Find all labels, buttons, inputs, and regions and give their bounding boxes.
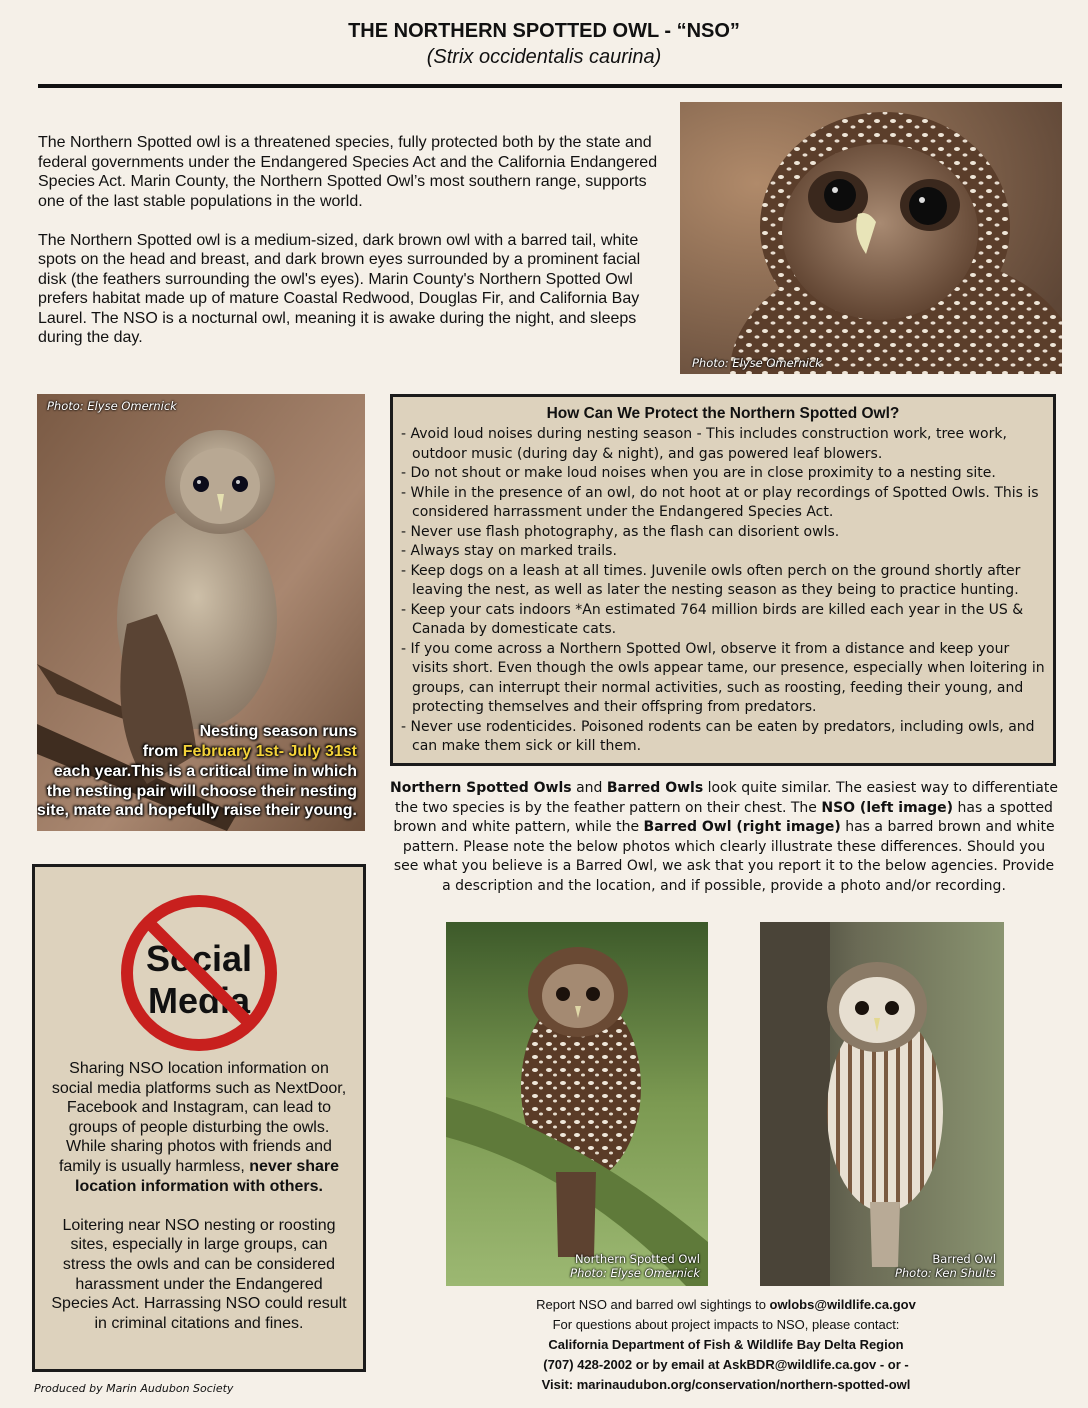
list-item: - Avoid loud noises during nesting season - This includes construction work, tree work, outdoor music (during day & night), and gas powered leaf blowers. [401, 426, 1007, 462]
bold-term: NSO (left image) [821, 799, 954, 816]
no-social-media-icon [115, 893, 283, 1053]
report-email-link[interactable]: owlobs@wildlife.ca.gov [769, 1297, 916, 1312]
bold-term: Barred Owls [606, 780, 704, 796]
bold-term: never share location information with others. [75, 1157, 340, 1195]
list-item: - While in the presence of an owl, do not hoot at or play recordings of Spotted Owls. This is considered harrassment under the Endangered Species Act. [401, 484, 1039, 520]
report-line: California Department of Fish & Wildlife Bay Delta Region [548, 1337, 904, 1352]
barred-owl-photo [760, 922, 1004, 1286]
barred-owl-illustration [760, 922, 1004, 1286]
adult-owl-photo [680, 102, 1062, 374]
social-media-text [47, 1059, 351, 1353]
page-title: THE NORTHERN SPOTTED OWL - “NSO” [348, 20, 740, 42]
report-line: (707) 428-2002 or by email at AskBDR@wildlife.ca.gov - or - [543, 1357, 909, 1372]
protect-heading: How Can We Protect the Northern Spotted Owl? [546, 405, 900, 422]
list-item: - Do not shout or make loud noises when you are in close proximity to a nesting site. [401, 465, 996, 481]
text-run: has a barred brown and white pattern. Please note the below photos which clearly illustrate these differences. Should you see what you believe is a Barred Owl, we ask that you report it to the below agencies. Provide a description and the location, and if possible, provide a photo and/or recording. [393, 819, 1055, 894]
nso-photo [446, 922, 708, 1286]
owl-illustration [680, 102, 1062, 374]
nesting-rest: each year.This is a critical time in which the nesting pair will choose their nesting site, mate and hopefully raise their young. [37, 762, 357, 820]
page-subtitle: (Strix occidentalis caurina) [426, 46, 662, 68]
photo-caption [570, 1252, 700, 1280]
intro-paragraph: The Northern Spotted owl is a medium-sized, dark brown owl with a barred tail, white spots on the head and breast, and dark brown eyes surrounded by a prominent facial disk (the feathers surrounding the owl's eyes). Marin County's Northern Spotted Owl prefers habitat made up of mature Coastal Redwood, Douglas Fir, and California Bay Laurel. The NSO is a nocturnal owl, meaning it is awake during the night, and sleeps during the day. [38, 231, 641, 346]
juvenile-owl-photo [37, 394, 365, 831]
report-contact-info [446, 1295, 1006, 1395]
list-item: - If you come across a Northern Spotted Owl, observe it from a distance and keep your visits short. Even though the owls appear tame, our presence, especially when loitering in groups, can interrupt their normal activities, such as roosting, feeding their young, and protecting themselves and their offspring from predators. [401, 640, 1045, 715]
list-item: - Never use rodenticides. Poisoned rodents can be eaten by predators, including owls, and can make them sick or kill them. [401, 718, 1035, 754]
intro-paragraph: The Northern Spotted owl is a threatened species, fully protected both by the state and federal governments under the Endangered Species Act and the California Endangered Species Act. Marin County, the Northern Spotted Owl’s most southern range, supports one of the last stable populations in the world. [38, 134, 658, 210]
text-run: Report NSO and barred owl sightings to [536, 1297, 770, 1312]
report-line [446, 1295, 1006, 1315]
nesting-season-text [37, 722, 357, 821]
photo-label: Barred Owl [932, 1252, 996, 1266]
photo-label: Northern Spotted Owl [574, 1252, 700, 1266]
text-run: has a spotted brown and white pattern, while the [393, 799, 1053, 835]
report-website-link[interactable]: Visit: marinaudubon.org/conservation/northern-spotted-owl [541, 1377, 911, 1392]
logo-text: Media [147, 980, 251, 1021]
photo-caption [895, 1252, 996, 1280]
photo-credit: Photo: Elyse Omernick [692, 356, 822, 370]
nso-illustration [446, 922, 708, 1286]
header-divider [38, 84, 1062, 88]
list-item: - Keep dogs on a leash at all times. Juvenile owls often perch on the ground shortly after leaving the nest, as well as later the nesting season as they being to practice hunting. [401, 562, 1021, 598]
text-run: and [571, 780, 607, 796]
intro-text [38, 133, 668, 367]
social-paragraph [47, 1059, 351, 1196]
nesting-dates: February 1st- July 31st [182, 743, 357, 761]
produced-by: Produced by Marin Audubon Society [34, 1382, 234, 1395]
social-paragraph: Loitering near NSO nesting or roosting sites, especially in large groups, can stress the owls and can be considered harassment under the Endangered Species Act. Harrassing NSO could result in criminal citations and fines. [51, 1216, 347, 1332]
report-line: For questions about project impacts to NSO, please contact: [552, 1317, 900, 1332]
social-media-box [32, 864, 366, 1372]
list-item: - Never use flash photography, as the flash can disorient owls. [401, 523, 840, 540]
list-item: - Always stay on marked trails. [401, 543, 617, 559]
photo-credit: Photo: Elyse Omernick [47, 399, 177, 413]
list-item: - Keep your cats indoors *An estimated 764 million birds are killed each year in the US & Canada by domesticate cats. [401, 601, 1024, 637]
logo-text: Social [145, 938, 253, 979]
protect-tips-box [390, 394, 1056, 766]
text-run: Sharing NSO location information on social media platforms such as NextDoor, Facebook and Instagram, can lead to groups of people disturbing the owls. While sharing photos with friends and family is usually harmless, [51, 1060, 347, 1175]
bold-term: Barred Owl (right image) [643, 819, 841, 835]
nesting-line: Nesting season runs [199, 723, 357, 741]
bold-term: Northern Spotted Owls [390, 780, 572, 796]
text-run: look quite similar. The easiest way to differentiate the two species is by the feather pattern on their chest. The [395, 780, 1058, 816]
comparison-text [390, 779, 1058, 896]
photo-credit: Photo: Elyse Omernick [570, 1266, 700, 1280]
nesting-from: from [142, 743, 179, 761]
photo-credit: Photo: Ken Shults [894, 1266, 996, 1280]
protect-tips-list [401, 425, 1045, 757]
